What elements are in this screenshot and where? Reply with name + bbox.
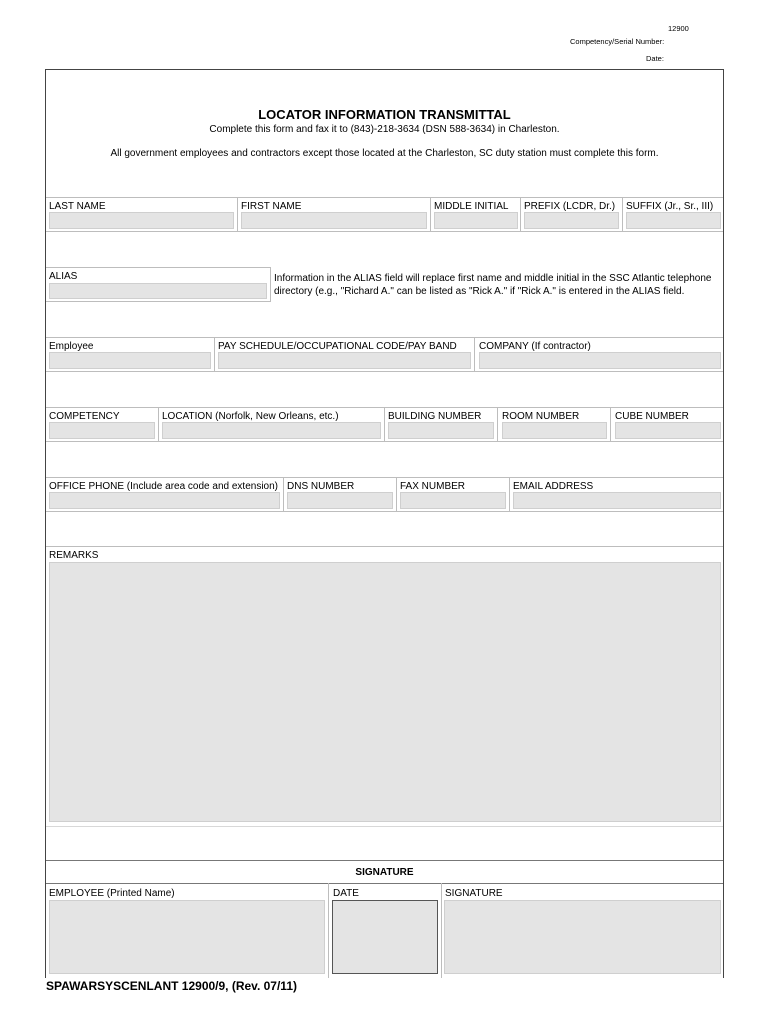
divider (270, 267, 271, 302)
alias-label: ALIAS (49, 271, 78, 282)
building-number-field[interactable] (388, 422, 494, 439)
signature-field[interactable] (444, 900, 721, 974)
last-name-field[interactable] (49, 212, 234, 229)
divider (328, 883, 329, 978)
divider (46, 267, 270, 268)
competency-field[interactable] (49, 422, 155, 439)
divider (46, 883, 723, 884)
divider (158, 407, 159, 441)
divider (46, 511, 723, 512)
email-address-field[interactable] (513, 492, 721, 509)
divider (430, 197, 431, 231)
prefix-label: PREFIX (LCDR, Dr.) (524, 201, 616, 212)
alias-info-line2: directory (e.g., "Richard A." can be listed as "Rick A." if "Rick A." is entered in the ALIAS field. (274, 286, 685, 297)
divider (622, 197, 623, 231)
divider (46, 231, 723, 232)
divider (46, 337, 723, 338)
room-number-field[interactable] (502, 422, 607, 439)
form-id-footer: SPAWARSYSCENLANT 12900/9, (Rev. 07/11) (46, 979, 297, 993)
last-name-label: LAST NAME (49, 201, 106, 212)
divider (214, 337, 215, 371)
divider (46, 477, 723, 478)
first-name-field[interactable] (241, 212, 427, 229)
divider (46, 826, 723, 827)
form-number-text: 12900 (668, 24, 689, 33)
form-instruction: Complete this form and fax it to (843)-218-3634 (DSN 588-3634) in Charleston. (209, 124, 560, 135)
divider (46, 371, 723, 372)
building-number-label: BUILDING NUMBER (388, 411, 482, 422)
divider (46, 860, 723, 861)
employee-field[interactable] (49, 352, 211, 369)
cube-number-field[interactable] (615, 422, 721, 439)
form-title: LOCATOR INFORMATION TRANSMITTAL (258, 107, 511, 122)
alias-info-line1: Information in the ALIAS field will replace first name and middle initial in the SSC Atlantic telephone (274, 273, 712, 284)
divider (46, 441, 723, 442)
date-label: Date: (646, 54, 664, 63)
middle-initial-label: MIDDLE INITIAL (434, 201, 509, 212)
location-label: LOCATION (Norfolk, New Orleans, etc.) (162, 411, 339, 422)
divider (509, 477, 510, 511)
date-field-label: DATE (333, 888, 359, 899)
date-field[interactable] (332, 900, 438, 974)
fax-number-label: FAX NUMBER (400, 481, 466, 492)
alias-field[interactable] (49, 283, 267, 299)
divider (283, 477, 284, 511)
divider (497, 407, 498, 441)
office-phone-field[interactable] (49, 492, 280, 509)
office-phone-label: OFFICE PHONE (Include area code and extension) (49, 481, 278, 492)
divider (396, 477, 397, 511)
divider (384, 407, 385, 441)
location-field[interactable] (162, 422, 381, 439)
company-field[interactable] (479, 352, 721, 369)
divider (441, 883, 442, 978)
employee-printed-label: EMPLOYEE (Printed Name) (49, 888, 175, 899)
signature-label: SIGNATURE (445, 888, 503, 899)
form-notice: All government employees and contractors except those located at the Charleston, SC duty station must complete this form. (110, 148, 659, 159)
cube-number-label: CUBE NUMBER (615, 411, 689, 422)
prefix-field[interactable] (524, 212, 619, 229)
dns-number-field[interactable] (287, 492, 393, 509)
divider (520, 197, 521, 231)
competency-label: COMPETENCY (49, 411, 120, 422)
company-label: COMPANY (If contractor) (479, 341, 591, 352)
remarks-field[interactable] (49, 562, 721, 822)
pay-schedule-field[interactable] (218, 352, 471, 369)
suffix-label: SUFFIX (Jr., Sr., III) (626, 201, 714, 212)
serial-number-label: Competency/Serial Number: (570, 37, 665, 46)
first-name-label: FIRST NAME (241, 201, 302, 212)
pay-schedule-label: PAY SCHEDULE/OCCUPATIONAL CODE/PAY BAND (218, 341, 457, 352)
room-number-label: ROOM NUMBER (502, 411, 580, 422)
divider (46, 546, 723, 547)
remarks-label: REMARKS (49, 550, 99, 561)
divider (610, 407, 611, 441)
divider (237, 197, 238, 231)
suffix-field[interactable] (626, 212, 721, 229)
employee-printed-field[interactable] (49, 900, 325, 974)
dns-number-label: DNS NUMBER (287, 481, 355, 492)
employee-label: Employee (49, 341, 94, 352)
divider (474, 337, 475, 371)
signature-section-title: SIGNATURE (355, 867, 414, 878)
email-address-label: EMAIL ADDRESS (513, 481, 594, 492)
middle-initial-field[interactable] (434, 212, 518, 229)
fax-number-field[interactable] (400, 492, 506, 509)
divider (46, 301, 270, 302)
